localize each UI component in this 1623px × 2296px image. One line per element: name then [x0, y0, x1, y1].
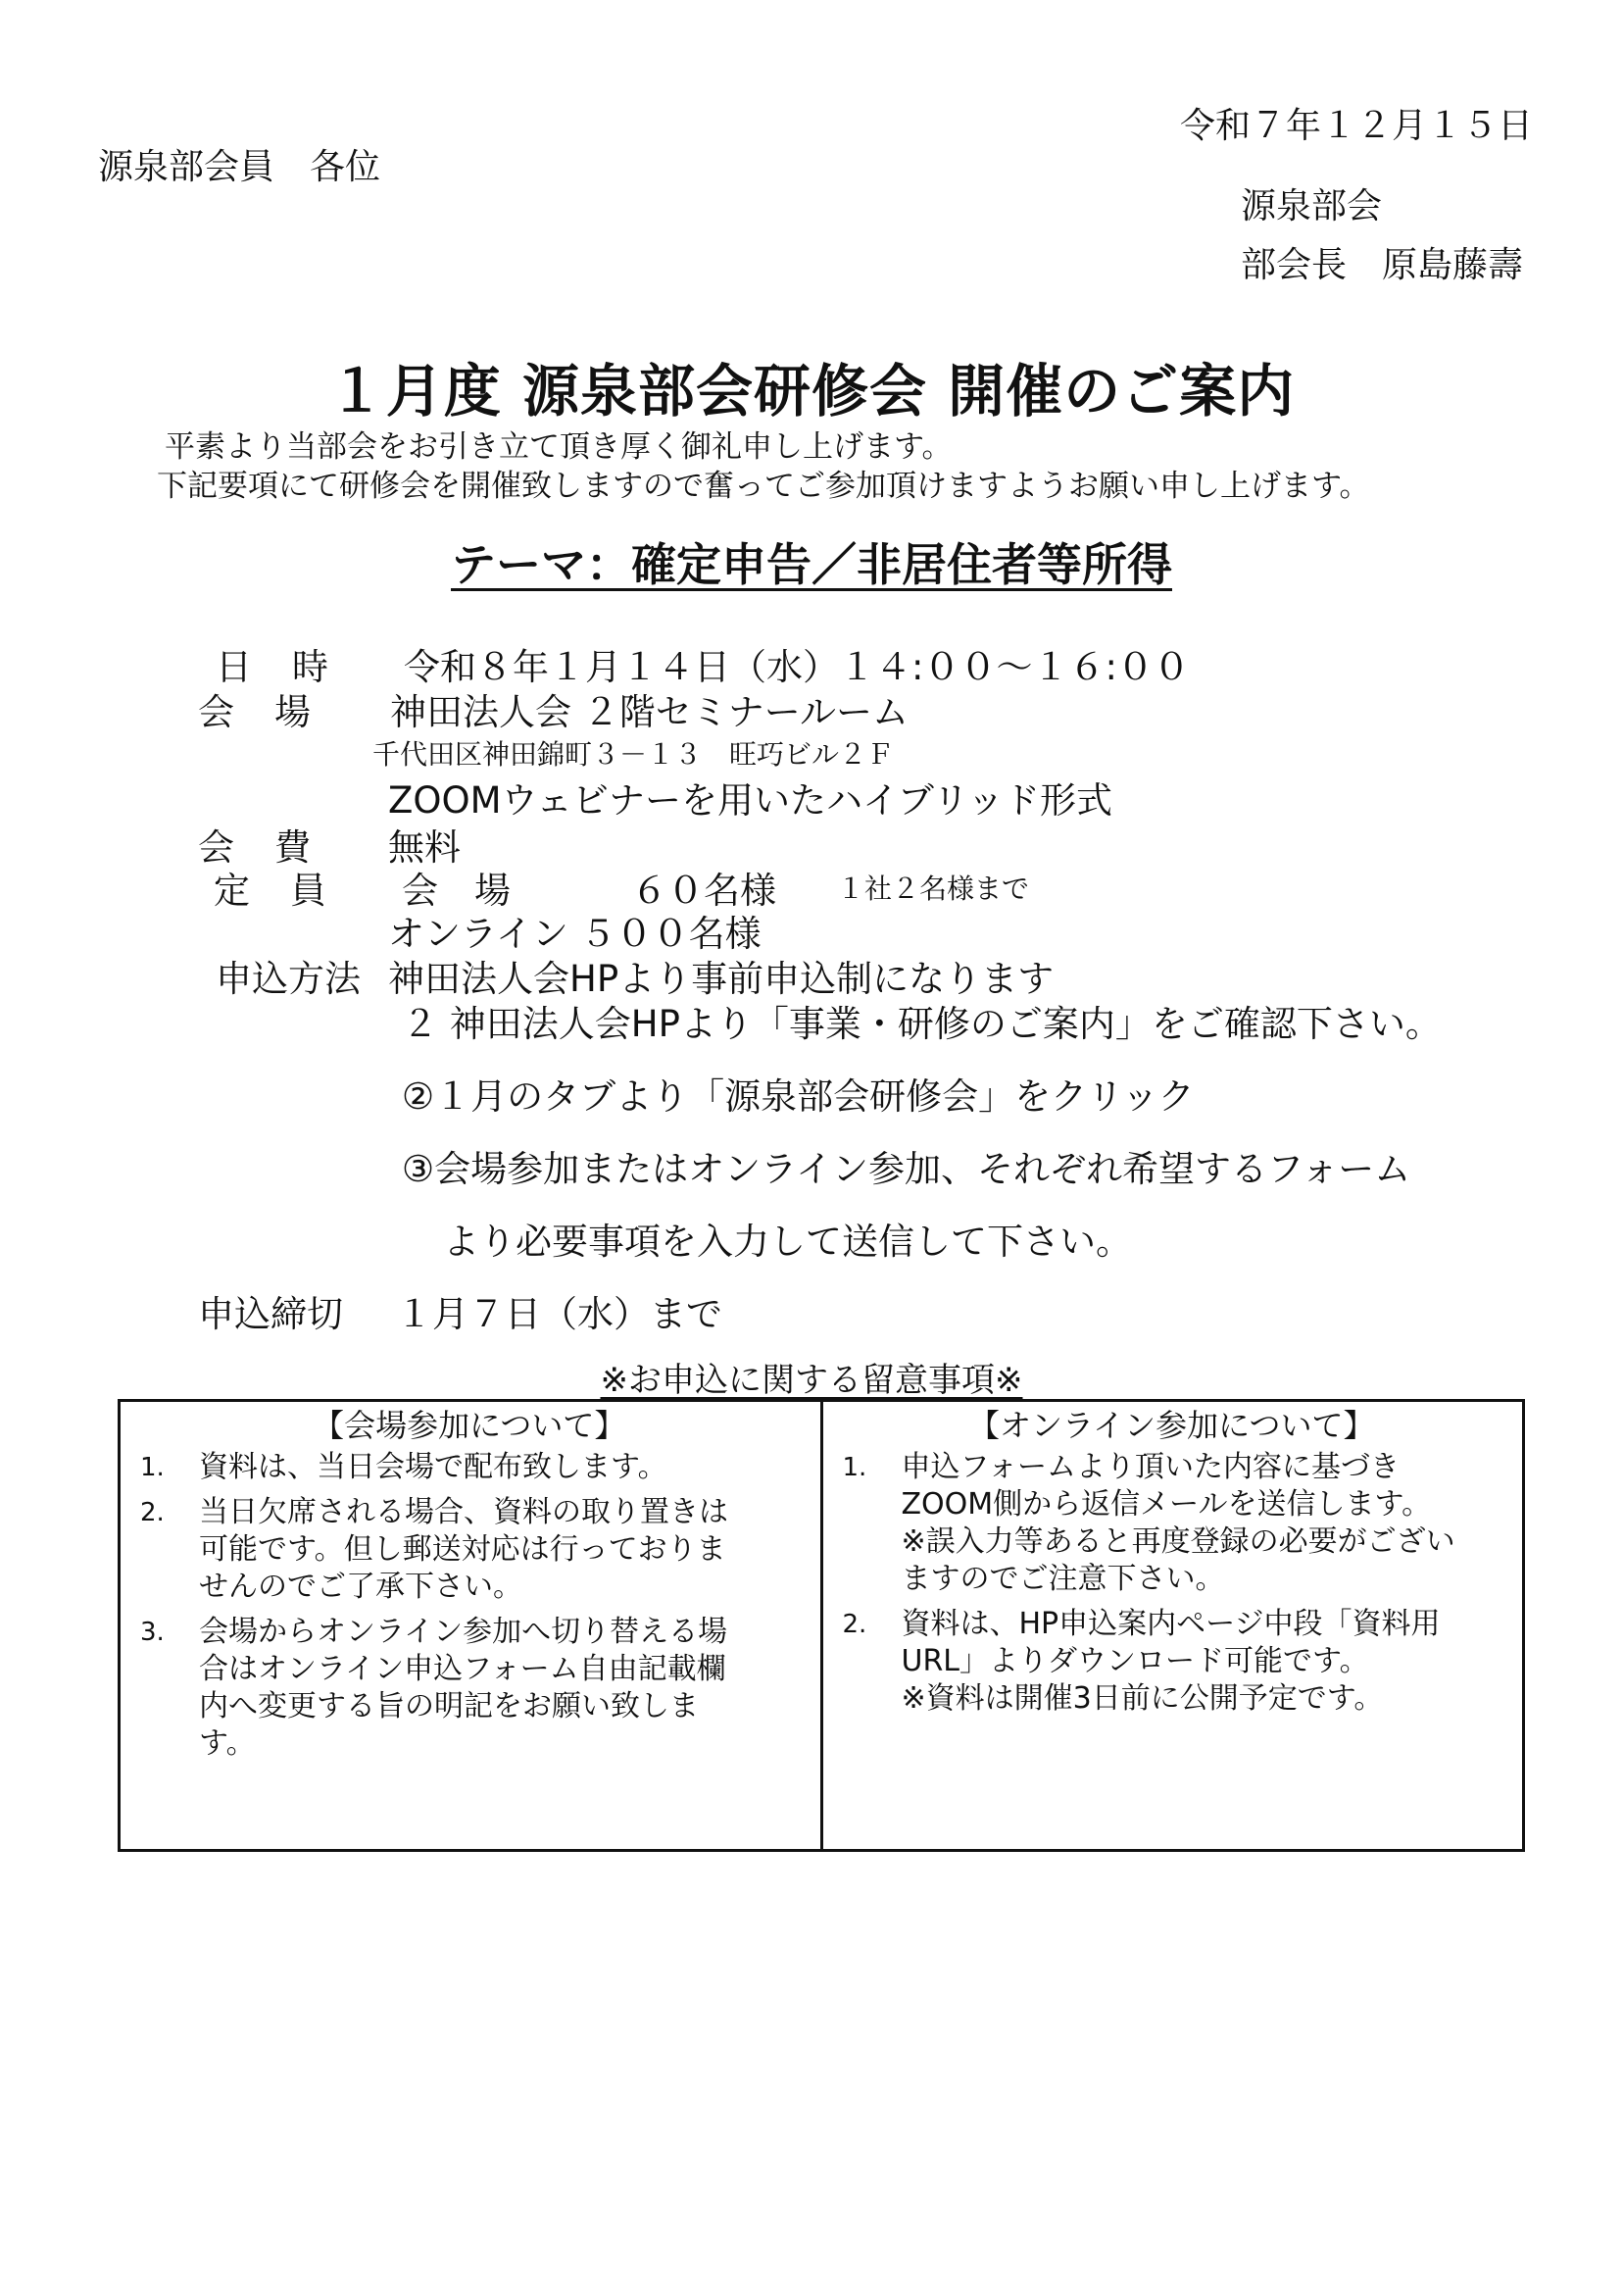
- apply-step-2: ②１月のタブより「源泉部会研修会」をクリック: [402, 1075, 1195, 1118]
- capacity-online: オンライン ５００名様: [388, 913, 762, 955]
- list-item: [132, 1494, 807, 1606]
- venue-format: ZOOMウェビナーを用いたハイブリッド形式: [388, 779, 1112, 822]
- datetime-value: 令和８年１月１４日（水）１４:００～１６:００: [404, 646, 1190, 688]
- capacity-venue-value: ６０名様: [631, 870, 776, 912]
- online-notes-heading: 【オンライン参加について】: [968, 1407, 1375, 1444]
- greeting-line-2: 下記要項にて研修会を開催致しますので奮ってご参加頂けますようお願い申し上げます。: [157, 469, 1370, 504]
- venue-label: 会 場: [198, 691, 313, 733]
- apply-step-3-line-2: より必要事項を入力して送信して下さい。: [443, 1221, 1132, 1263]
- fee-value: 無料: [388, 826, 461, 869]
- list-item-text: 申込フォームより頂いた内容に基づき ZOOM側から返信メールを送信します。 ※誤入力等あると再度登録の必要がござい ますのでご注意下さい。: [901, 1450, 1455, 1596]
- venue-address: 千代田区神田錦町３－１３ 旺巧ビル２Ｆ: [372, 738, 895, 771]
- datetime-label: 日 時: [216, 646, 330, 688]
- list-item-text: 資料は、HP申込案内ページ中段「資料用 URL」よりダウンロード可能です。 ※資料は開催3日前に公開予定です。: [901, 1607, 1441, 1716]
- apply-value: 神田法人会HPより事前申込制になります: [388, 958, 1055, 1000]
- apply-step-1: ２ 神田法人会HPより「事業・研修のご案内」をご確認下さい。: [402, 1003, 1442, 1045]
- sender-name: 部会長 原島藤壽: [1241, 245, 1524, 285]
- deadline-value: １月７日（水）まで: [396, 1293, 722, 1335]
- list-item: [132, 1614, 807, 1763]
- capacity-label: 定 員: [214, 870, 328, 912]
- sender-department: 源泉部会: [1241, 186, 1383, 226]
- venue-notes-heading: 【会場参加について】: [313, 1407, 626, 1444]
- list-item-number: 2.: [140, 1498, 165, 1527]
- notes-title-text: ※お申込に関する留意事項※: [600, 1361, 1023, 1400]
- document-date: 令和７年１２月１５日: [1179, 106, 1533, 146]
- online-notes-list: [835, 1449, 1509, 1718]
- venue-notes-list: [132, 1449, 807, 1763]
- deadline-label: 申込締切: [198, 1293, 343, 1335]
- list-item-number: 2.: [842, 1610, 867, 1639]
- list-item-text: 会場からオンライン参加へ切り替える場 合はオンライン申込フォーム自由記載欄 内へ変更する旨の明記をお願い致しま す。: [199, 1615, 728, 1761]
- capacity-venue-label: 会 場: [402, 870, 511, 912]
- list-item: [132, 1449, 807, 1486]
- list-item-number: 3.: [140, 1618, 165, 1647]
- notes-title: [0, 1353, 1623, 1401]
- list-item-text: 資料は、当日会場で配布致します。: [199, 1450, 667, 1484]
- notes-table: [118, 1399, 1525, 1852]
- apply-step-3-line-1: ③会場参加またはオンライン参加、それぞれ希望するフォーム: [402, 1148, 1411, 1190]
- capacity-venue-note: １社２名様まで: [837, 873, 1030, 905]
- theme-text: テーマ：確定申告／非居住者等所得: [451, 538, 1172, 591]
- document-title: １月度 源泉部会研修会 開催のご案内: [327, 358, 1296, 424]
- recipient: 源泉部会員 各位: [98, 147, 381, 187]
- list-item-text: 当日欠席される場合、資料の取り置きは 可能です。但し郵送対応は行っておりま せんのでご了承下さい。: [199, 1495, 728, 1604]
- list-item: [835, 1606, 1509, 1718]
- list-item: [835, 1449, 1509, 1598]
- list-item-number: 1.: [140, 1453, 165, 1482]
- greeting-line-1: 平素より当部会をお引き立て頂き厚く御礼申し上げます。: [165, 429, 953, 465]
- venue-value: 神田法人会 ２階セミナールーム: [390, 691, 910, 733]
- fee-label: 会 費: [198, 826, 313, 869]
- venue-notes-column: [121, 1402, 823, 1849]
- list-item-number: 1.: [842, 1453, 867, 1482]
- online-notes-column: [823, 1402, 1523, 1849]
- apply-label: 申込方法: [216, 958, 361, 1000]
- theme-heading: [0, 529, 1623, 594]
